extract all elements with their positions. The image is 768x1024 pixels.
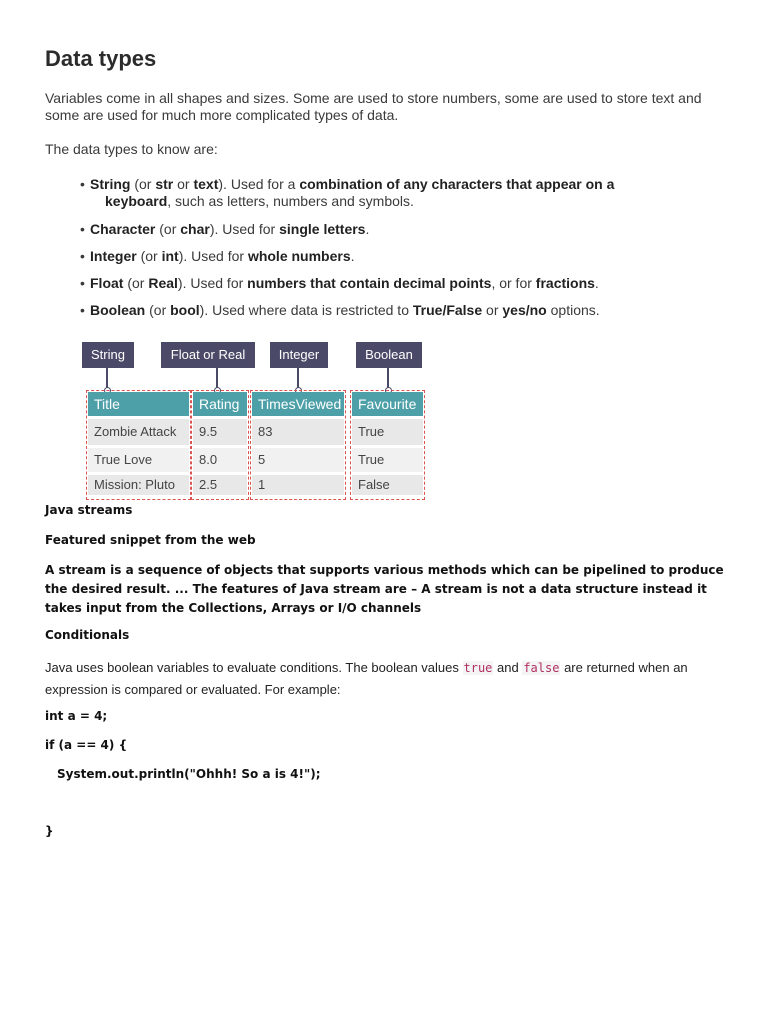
type-tag: Float or Real [161, 342, 255, 368]
type-tag: String [82, 342, 134, 368]
table-column [86, 390, 191, 500]
bullet-icon: • [80, 275, 85, 291]
bold-text: bool [170, 302, 200, 318]
table-cell: 5 [252, 448, 344, 472]
table-cell: Zombie Attack [88, 419, 189, 445]
wrapped-line [80, 193, 614, 210]
table-cell: True [352, 448, 423, 472]
column-header: Title [88, 392, 189, 416]
type-tag: Integer [270, 342, 328, 368]
type-item [80, 248, 355, 265]
bold-text: yes/no [502, 302, 547, 318]
section-java-streams: Java streams [45, 503, 133, 517]
section-conditionals: Conditionals [45, 628, 130, 642]
keyword-false: false [523, 661, 560, 675]
cond-text-before: Java uses boolean variables to evaluate conditions. The boolean values [45, 660, 463, 675]
conditionals-paragraph [45, 657, 725, 700]
data-types-figure [82, 342, 427, 502]
code-line-1: int a = 4; [45, 709, 108, 723]
bold-text: fractions [535, 275, 595, 291]
code-line-3: System.out.println("Ohhh! So a is 4!"); [57, 767, 321, 781]
text: . [365, 221, 370, 237]
table-column [350, 390, 425, 500]
table-cell: True Love [88, 448, 189, 472]
bold-text: Boolean [90, 302, 146, 318]
text: options. [546, 302, 600, 318]
type-item [80, 275, 599, 292]
text: ). Used for [177, 275, 248, 291]
text: (or [145, 302, 171, 318]
type-tag: Boolean [356, 342, 422, 368]
table-column [191, 390, 249, 500]
text: ). Used where data is restricted to [199, 302, 413, 318]
column-header: TimesViewed [252, 392, 344, 416]
bold-text: int [161, 248, 179, 264]
bold-text: whole numbers [247, 248, 351, 264]
text: , such as letters, numbers and symbols. [167, 193, 414, 209]
code-line-4: } [45, 824, 54, 838]
bold-text: Character [90, 221, 156, 237]
bold-text: single letters [279, 221, 366, 237]
bullet-icon: • [80, 176, 85, 192]
text: , or for [491, 275, 536, 291]
bold-text: Float [90, 275, 124, 291]
snippet-paragraph: A stream is a sequence of objects that supports various methods which can be pipelined to produce the desired result. ... The features of Java stream are – A stream is not a data structure instead it takes input from the Collections, Arrays or I/O channels [45, 563, 724, 615]
featured-snippet-label: Featured snippet from the web [45, 533, 256, 547]
type-item [80, 221, 369, 238]
table-cell: True [352, 419, 423, 445]
bold-text: text [193, 176, 219, 192]
table-cell: False [352, 475, 423, 495]
text: or [482, 302, 503, 318]
cond-text-after: are returned when an expression is compared or evaluated. For example: [45, 660, 688, 697]
bullet-icon: • [80, 302, 85, 318]
table-cell: 83 [252, 419, 344, 445]
text: (or [130, 176, 156, 192]
bold-text: numbers that contain decimal points [247, 275, 492, 291]
bold-text: keyboard [105, 193, 168, 209]
cond-text-and: and [493, 660, 523, 675]
bold-text: combination of any characters that appear on a [299, 176, 615, 192]
text: ). Used for [178, 248, 248, 264]
table-cell: 9.5 [193, 419, 247, 445]
bold-text: str [155, 176, 174, 192]
bold-text: String [90, 176, 131, 192]
table-cell: 8.0 [193, 448, 247, 472]
bullet-icon: • [80, 221, 85, 237]
text: (or [155, 221, 181, 237]
column-header: Favourite [352, 392, 423, 416]
intro-paragraph: Variables come in all shapes and sizes. Some are used to store numbers, some are used to store text and some are used for much more complicated types of data. [45, 90, 702, 123]
text: (or [136, 248, 162, 264]
bold-text: Real [148, 275, 178, 291]
column-header: Rating [193, 392, 247, 416]
keyword-true: true [463, 661, 493, 675]
text: or [173, 176, 194, 192]
bullet-icon: • [80, 248, 85, 264]
text: (or [123, 275, 149, 291]
bold-text: True/False [412, 302, 483, 318]
type-item [80, 176, 614, 210]
bold-text: char [180, 221, 210, 237]
text: ). Used for [209, 221, 280, 237]
table-cell: 1 [252, 475, 344, 495]
bold-text: Integer [90, 248, 137, 264]
text: ). Used for a [218, 176, 300, 192]
text: . [350, 248, 355, 264]
text: . [594, 275, 599, 291]
table-column [250, 390, 346, 500]
type-item [80, 302, 600, 319]
types-intro-label: The data types to know are: [45, 141, 218, 157]
table-cell: Mission: Pluto [88, 475, 189, 495]
code-line-2: if (a == 4) { [45, 738, 128, 752]
page-title: Data types [45, 46, 157, 71]
table-cell: 2.5 [193, 475, 247, 495]
